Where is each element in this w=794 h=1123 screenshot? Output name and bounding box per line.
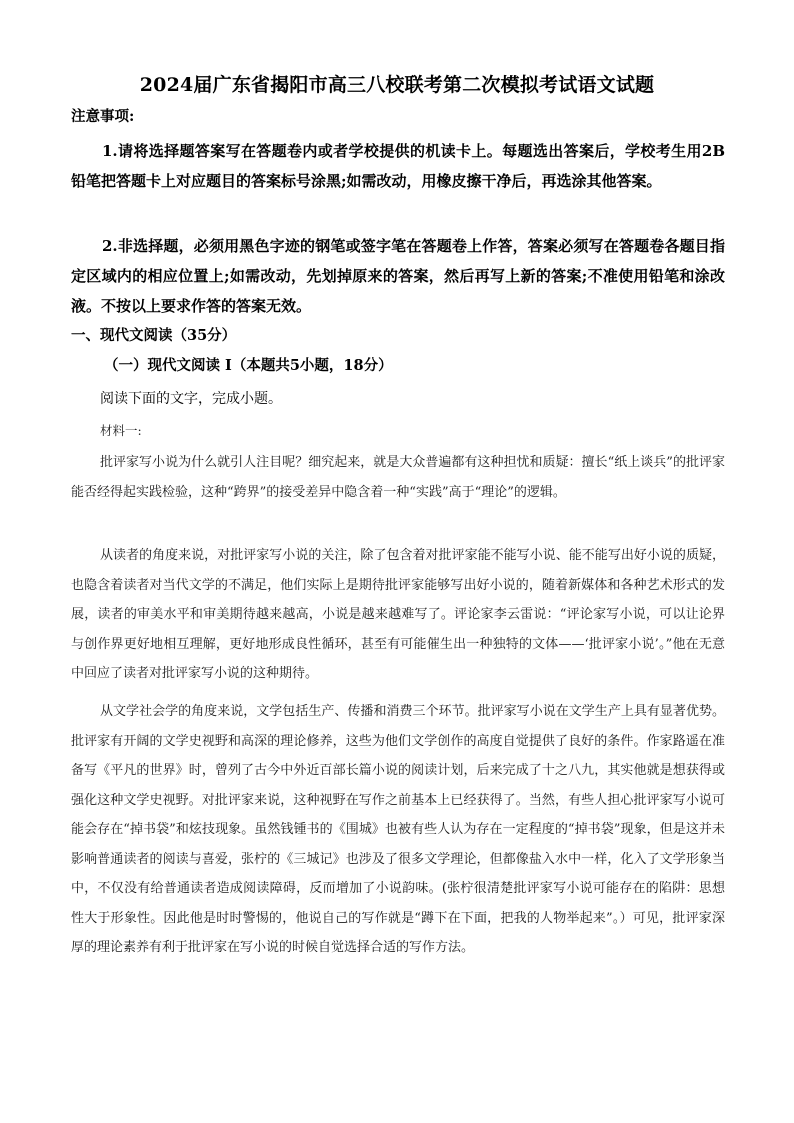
page-title: 2024届广东省揭阳市高三八校联考第二次模拟考试语文试题 bbox=[139, 74, 655, 96]
section-heading: 一、现代文阅读（35分） bbox=[71, 327, 237, 344]
notice-item-2: 2.非选择题，必须用黑色字迹的钢笔或签字笔在答题卷上作答，答案必须写在答题卷各题目指定区域内的相应位置上;如需改动，先划掉原来的答案，然后再写上新的答案;不准使用铅笔和涂改液。不按以上要求作答的答案无效。 bbox=[71, 237, 725, 315]
material-paragraph-3: 从文学社会学的角度来说，文学包括生产、传播和消费三个环节。批评家写小说在文学生产上具有显著优势。批评家有开阔的文学史视野和高深的理论修养，这些为他们文学创作的高度自觉提供了良好的条件。作家路遥在准备写《平凡的世界》时，曾列了古今中外近百部长篇小说的阅读计划，后来完成了十之八九，其实他就是想获得或强化这种文学史视野。对批评家来说，这种视野在写作之前基本上已经获得了。当然，有些人担心批评家写小说可能会存在“掉书袋”和炫技现象。虽然钱锺书的《围城》也被有些人认为存在一定程度的“掉书袋”现象，但是这并未影响普通读者的阅读与喜爱，张柠的《三城记》也涉及了很多文学理论，但都像盐入水中一样，化入了文学形象当中，不仅没有给普通读者造成阅读障碍，反而增加了小说韵味。(张柠很清楚批评家写小说可能存在的陷阱：思想性大于形象性。因此他是时时警惕的，他说自己的写作就是“蹲下在下面，把我的人物举起来”。）可见，批评家深厚的理论素养有利于批评家在写小说的时候自觉选择合适的写作方法。 bbox=[71, 704, 725, 955]
material-paragraph-1: 批评家写小说为什么就引人注目呢？细究起来，就是大众普遍都有这种担忧和质疑：擅长“纸上谈兵”的批评家能否经得起实践检验，这种“跨界”的接受差异中隐含着一种“实践”高于“理论”的逻辑。 bbox=[71, 455, 725, 500]
notice-item-1: 1.请将选择题答案写在答题卷内或者学校提供的机读卡上。每题选出答案后，学校考生用2B铅笔把答题卡上对应题目的答案标号涂黑;如需改动，用橡皮擦干净后，再选涂其他答案。 bbox=[71, 142, 725, 190]
subsection-heading: （一）现代文阅读 I（本题共5小题，18分） bbox=[104, 357, 393, 374]
material-paragraph-2: 从读者的角度来说，对批评家写小说的关注，除了包含着对批评家能不能写小说、能不能写出好小说的质疑，也隐含着读者对当代文学的不满足，他们实际上是期待批评家能够写出好小说的，随着新媒体和各种艺术形式的发展，读者的审美水平和审美期待越来越高，小说是越来越难写了。评论家李云雷说：“评论家写小说，可以让论界与创作界更好地相互理解，更好地形成良性循环，甚至有可能催生出一种独特的文体——‘批评家小说’。”他在无意中回应了读者对批评家写小说的这种期待。 bbox=[71, 548, 725, 681]
notice-heading: 注意事项: bbox=[71, 108, 135, 125]
material-label: 材料一: bbox=[100, 423, 142, 438]
reading-instruction: 阅读下面的文字，完成小题。 bbox=[100, 391, 282, 407]
